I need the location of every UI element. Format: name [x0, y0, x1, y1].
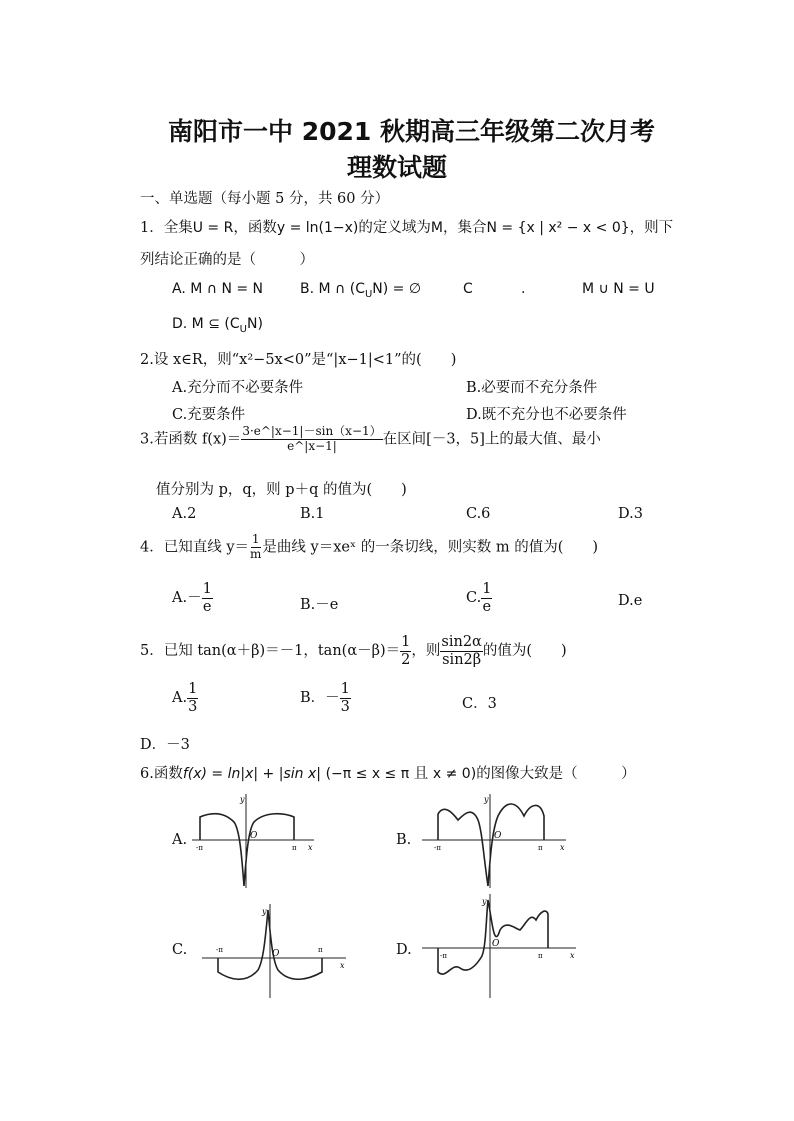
q1-option-b — [300, 281, 421, 300]
graph-b-neg-pi: -π — [434, 844, 441, 852]
q1-option-b-sub: U — [364, 288, 373, 300]
q1-universal-set: U = R — [192, 220, 234, 236]
q2-option-d: D.既不充分也不必要条件 — [466, 407, 627, 423]
q5-b-den: 3 — [340, 698, 350, 715]
q3-stem-line2: 值分别为 p，q，则 p＋q 的值为( ) — [156, 482, 407, 498]
q1-option-d-rest: N) — [246, 316, 263, 332]
q4-c-frac — [481, 581, 492, 615]
graph-d-curve — [438, 900, 548, 974]
q4-option-b: B.－e — [300, 597, 339, 613]
q1-option-a: A. M ∩ N = N — [172, 281, 264, 297]
q3-option-c: C.6 — [466, 506, 491, 522]
q5-option-a — [172, 681, 198, 715]
q6-graph-c — [200, 900, 350, 1000]
q4-frac-den: m — [250, 546, 262, 561]
q4-stem — [140, 533, 598, 562]
q3-option-a: A.2 — [172, 506, 197, 522]
graph-b-pi: π — [538, 844, 543, 852]
graph-c-origin: O — [272, 949, 280, 959]
q1-stem-line2: 列结论正确的是（ ） — [140, 252, 314, 268]
q6-graph-b — [420, 790, 570, 890]
graph-d-x: x — [570, 951, 575, 960]
q3-suffix: 在区间[－3，5]上的最大值、最小 — [382, 431, 601, 448]
section-heading: 一、单选题（每小题 5 分，共 60 分） — [140, 191, 390, 207]
q5-a-pre: A. — [172, 690, 188, 707]
q5-a-num: 1 — [188, 681, 198, 697]
q3-option-b: B.1 — [300, 506, 325, 522]
exam-subtitle: 理数试题 — [347, 153, 448, 182]
graph-c-pi: π — [318, 946, 323, 954]
graph-a-curve — [200, 814, 294, 886]
q5-option-d: D．－3 — [140, 737, 190, 753]
q5-ratio-num: sin2α — [441, 634, 482, 650]
graph-a-neg-pi: -π — [196, 844, 203, 852]
q5-b-pre: B．－ — [300, 690, 340, 707]
q2-stem: 2.设 x∈R，则“x²−5x<0”是“|x−1|<1”的( ) — [140, 352, 457, 368]
graph-d-pi: π — [538, 952, 543, 960]
q2-option-a: A.充分而不必要条件 — [172, 380, 304, 396]
q1-option-d-sub: U — [239, 323, 247, 335]
graph-b-curve — [438, 804, 544, 886]
q1-function: y = ln(1−x) — [276, 220, 359, 236]
q6-option-d-label: D. — [396, 942, 412, 958]
q5-mid: ，则 — [411, 643, 441, 660]
q1-option-d-text: D. M ⊆ (C — [172, 316, 240, 332]
q1-set-n: N = {x | x² − x < 0} — [486, 220, 630, 236]
q6-option-b-label: B. — [396, 832, 412, 848]
q4-c-pre: C. — [466, 590, 482, 607]
q5-option-b — [300, 681, 351, 715]
q3-fraction — [241, 425, 382, 454]
q1-text-b: ，函数 — [233, 220, 277, 236]
q1-stem-line1 — [140, 216, 673, 237]
q5-b-num: 1 — [340, 681, 350, 697]
q4-frac-num: 1 — [251, 532, 260, 546]
graph-a-origin: O — [250, 831, 258, 841]
q5-prefix: 5．已知 tan(α＋β)＝－1，tan(α－β)＝ — [140, 643, 401, 660]
q6-and: 且 — [413, 766, 429, 782]
q4-c-den: e — [482, 598, 492, 615]
q4-c-num: 1 — [482, 581, 492, 597]
q6-suffix: 的图像大致是（ ） — [476, 766, 636, 782]
exam-title: 南阳市一中 2021 秋期高三年级第二次月考 — [168, 117, 655, 146]
graph-d-neg-pi: -π — [440, 952, 447, 960]
graph-b-origin: O — [494, 831, 502, 841]
q1-text-d: ，集合 — [442, 220, 487, 236]
q5-half-den: 2 — [401, 651, 411, 668]
q2-option-b: B.必要而不充分条件 — [466, 380, 598, 396]
q4-suffix: 是曲线 y＝xeˣ 的一条切线，则实数 m 的值为( ) — [262, 539, 599, 556]
q4-fraction — [249, 533, 262, 562]
q5-half — [400, 634, 411, 668]
q4-a-pre: A.－ — [172, 590, 202, 607]
q4-a-num: 1 — [202, 581, 212, 597]
q4-a-frac — [202, 581, 213, 615]
q5-ratio — [440, 634, 482, 668]
q3-denominator: e^|x−1| — [287, 438, 337, 453]
q1-option-c-dot: . — [521, 281, 526, 297]
q2-option-c: C.充要条件 — [172, 407, 246, 423]
graph-b-y: y — [484, 795, 489, 804]
q1-option-c-expr: M ∪ N = U — [582, 281, 655, 297]
q6-graph-a — [190, 790, 320, 890]
q4-option-a — [172, 581, 213, 615]
q3-option-d: D.3 — [618, 506, 643, 522]
q4-option-d: D.e — [618, 593, 643, 609]
graph-a-pi: π — [292, 844, 297, 852]
q6-formula: f(x) = ln|x| + |sin x| — [182, 766, 321, 782]
q5-option-c: C．3 — [462, 696, 497, 712]
q5-stem — [140, 634, 567, 668]
graph-c-x: x — [340, 961, 345, 970]
q1-text-a: 1．全集 — [140, 220, 193, 236]
q5-ratio-den: sin2β — [442, 651, 482, 668]
graph-a-x: x — [308, 843, 313, 852]
graph-d-origin: O — [492, 939, 500, 949]
graph-d-y: y — [482, 897, 487, 906]
q5-half-num: 1 — [401, 634, 411, 650]
q6-prefix: 6.函数 — [140, 766, 183, 782]
q6-graph-d — [420, 890, 580, 1000]
q3-prefix: 3.若函数 f(x)＝ — [140, 431, 242, 448]
graph-c-neg-pi: -π — [216, 946, 223, 954]
q1-text-c: 的定义域为 — [358, 220, 431, 236]
q6-option-a-label: A. — [172, 832, 188, 848]
q5-b-frac — [340, 681, 351, 715]
q5-a-den: 3 — [188, 698, 198, 715]
q6-option-c-label: C. — [172, 942, 188, 958]
graph-a-y: y — [240, 795, 245, 804]
graph-c-y: y — [262, 907, 267, 916]
graph-b-x: x — [560, 843, 565, 852]
q1-option-b-rest: N) = ∅ — [372, 281, 422, 297]
q1-option-b-text: B. M ∩ (C — [300, 281, 365, 297]
q1-option-c-label: C — [463, 281, 473, 297]
q4-option-c — [466, 581, 492, 615]
q4-prefix: 4．已知直线 y＝ — [140, 539, 250, 556]
q3-numerator: 3·e^|x−1|－sin（x−1） — [242, 424, 382, 438]
q5-a-frac — [187, 681, 198, 715]
q1-option-d — [172, 316, 263, 335]
q1-text-e: ，则下 — [629, 220, 674, 236]
q6-cond: (−π ≤ x ≤ π — [325, 766, 410, 782]
q4-a-den: e — [202, 598, 212, 615]
q5-suffix: 的值为( ) — [482, 643, 567, 660]
q6-cond2: x ≠ 0) — [432, 766, 477, 782]
q6-stem — [140, 762, 636, 783]
q3-stem-line1 — [140, 425, 601, 454]
q1-set-m: M — [430, 220, 443, 236]
